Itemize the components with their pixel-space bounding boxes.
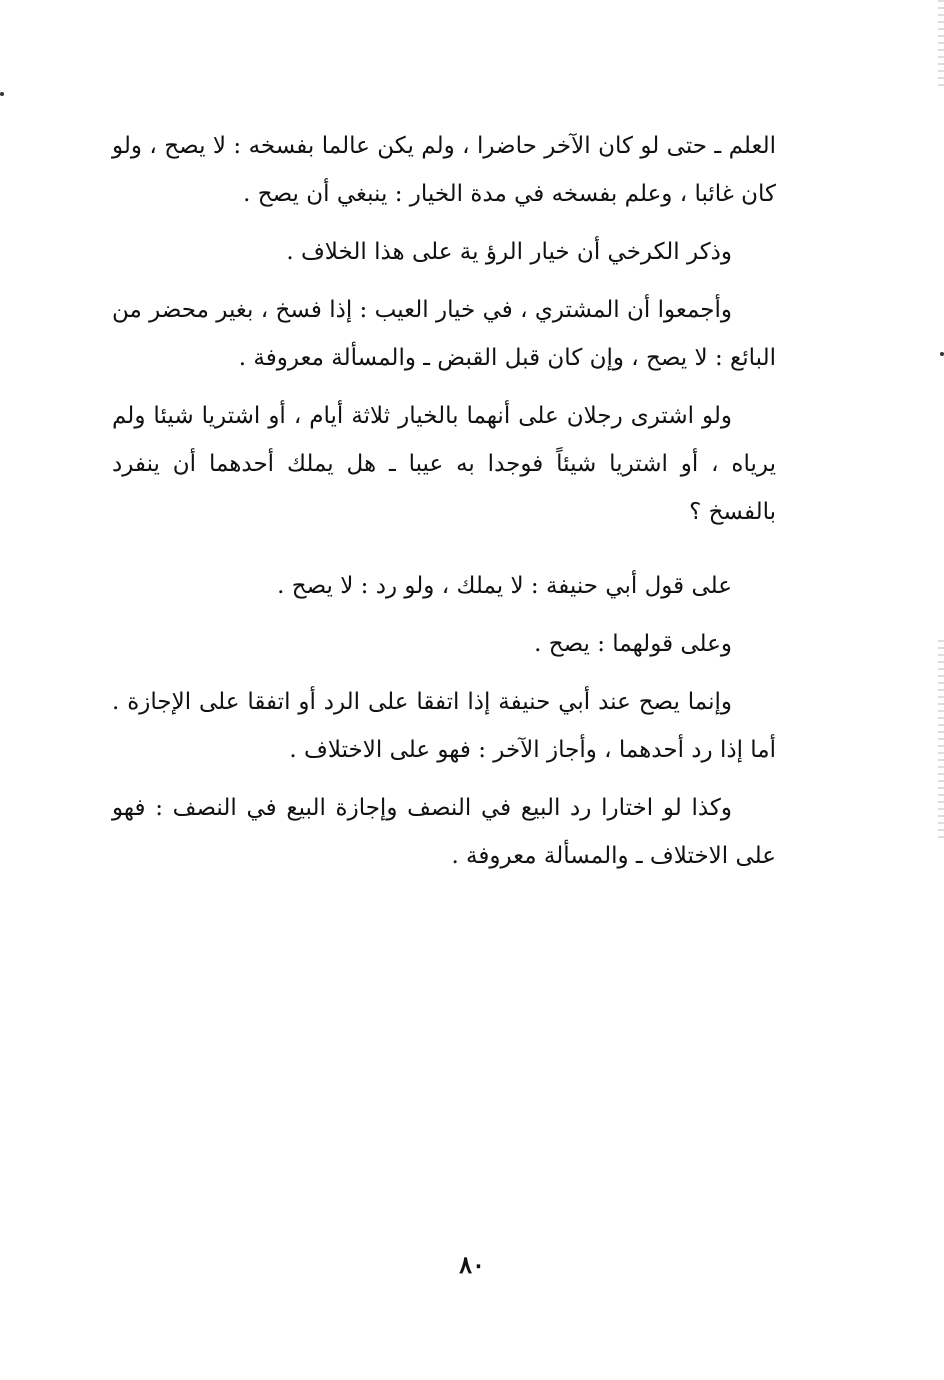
margin-mark	[940, 352, 944, 356]
paragraph: ولو اشترى رجلان على أنهما بالخيار ثلاثة أيام ، أو اشتريا شيئا ولم يرياه ، أو اشتريا شيئاً فوجدا به عيبا ـ هل يملك أحدهما أن ينفرد بالفسخ ؟	[112, 403, 776, 525]
paragraph: وذكر الكرخي أن خيار الرؤ ية على هذا الخلاف .	[286, 239, 732, 265]
paragraph: وإنما يصح عند أبي حنيفة إذا اتفقا على الرد أو اتفقا على الإجازة . أما إذا رد أحدهما ، وأجاز الآخر : فهو على الاختلاف .	[112, 689, 776, 763]
scan-speckle	[938, 0, 944, 90]
page-number: ٨٠	[459, 1250, 485, 1279]
scan-speckle	[938, 640, 944, 840]
body-text	[112, 122, 776, 890]
paragraph: العلم ـ حتى لو كان الآخر حاضرا ، ولم يكن عالما بفسخه : لا يصح ، ولو كان غائبا ، وعلم بفسخه في مدة الخيار : ينبغي أن يصح .	[112, 133, 776, 207]
paragraph: وعلى قولهما : يصح .	[534, 631, 732, 657]
paragraph: على قول أبي حنيفة : لا يملك ، ولو رد : لا يصح .	[277, 573, 732, 599]
margin-mark	[0, 92, 4, 96]
paragraph: وكذا لو اختارا رد البيع في النصف وإجازة البيع في النصف : فهو على الاختلاف ـ والمسألة معروفة .	[112, 795, 776, 869]
paragraph: وأجمعوا أن المشتري ، في خيار العيب : إذا فسخ ، بغير محضر من البائع : لا يصح ، وإن كان قبل القبض ـ والمسألة معروفة .	[112, 297, 776, 371]
